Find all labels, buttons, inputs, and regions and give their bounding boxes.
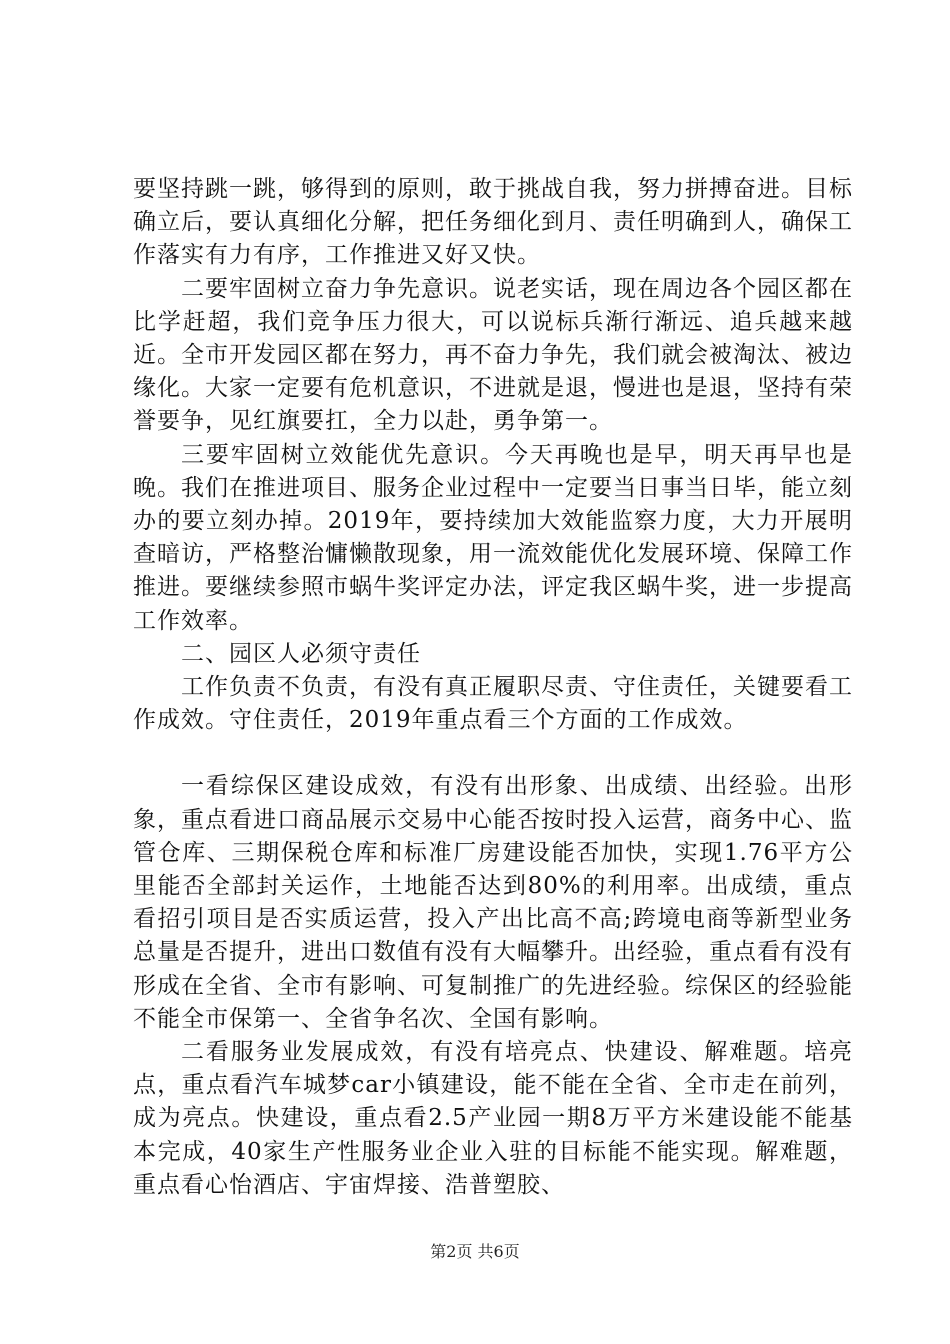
- paragraph-continuation: 要坚持跳一跳，够得到的原则，敢于挑战自我，努力拼搏奋进。目标确立后，要认真细化分解，把任务细化到月、责任明确到人，确保工作落实有力有序，工作推进又好又快。: [133, 176, 853, 269]
- document-body: [133, 173, 853, 1202]
- paragraph-bonded-zone: 一看综保区建设成效，有没有出形象、出成绩、出经验。出形象，重点看进口商品展示交易中心能否按时投入运营，商务中心、监管仓库、三期保税仓库和标准厂房建设能否加快，实现1.76平方公里能否全部封关运作，土地能否达到80%的利用率。出成绩，重点看招引项目是否实质运营，投入产出比高不高;跨境电商等新型业务总量是否提升，进出口数值有没有大幅攀升。出经验，重点看有没有形成在全省、全市有影响、可复制推广的先进经验。综保区的经验能不能全市保第一、全省争名次、全国有影响。: [133, 773, 853, 1032]
- paragraph-point-three: 三要牢固树立效能优先意识。今天再晚也是早，明天再早也是晚。我们在推进项目、服务企业过程中一定要当日事当日毕，能立刻办的要立刻办掉。2019年，要持续加大效能监察力度，大力开展明查暗访，严格整治慵懒散现象，用一流效能优化发展环境、保障工作推进。要继续参照市蜗牛奖评定办法，评定我区蜗牛奖，进一步提高工作效率。: [133, 441, 853, 634]
- section-heading-responsibility: 二、园区人必须守责任: [181, 640, 421, 667]
- paragraph-service-industry: 二看服务业发展成效，有没有培亮点、快建设、解难题。培亮点，重点看汽车城梦car小镇建设，能不能在全省、全市走在前列，成为亮点。快建设，重点看2.5产业园一期8万平方米建设能不能基本完成，40家生产性服务业企业入驻的目标能不能实现。解难题，重点看心怡酒店、宇宙焊接、浩普塑胶、: [133, 1039, 853, 1198]
- page-footer: 第2页 共6页: [430, 1242, 520, 1261]
- paragraph-point-two: 二要牢固树立奋力争先意识。说老实话，现在周边各个园区都在比学赶超，我们竞争压力很大，可以说标兵渐行渐远、追兵越来越近。全市开发园区都在努力，再不奋力争先，我们就会被淘汰、被边缘化。大家一定要有危机意识，不进就是退，慢进也是退，坚持有荣誉要争，见红旗要扛，全力以赴，勇争第一。: [133, 275, 853, 435]
- paragraph-responsibility-intro: 工作负责不负责，有没有真正履职尽责、守住责任，关键要看工作成效。守住责任，2019年重点看三个方面的工作成效。: [133, 674, 853, 734]
- paragraph-gap: [133, 737, 853, 770]
